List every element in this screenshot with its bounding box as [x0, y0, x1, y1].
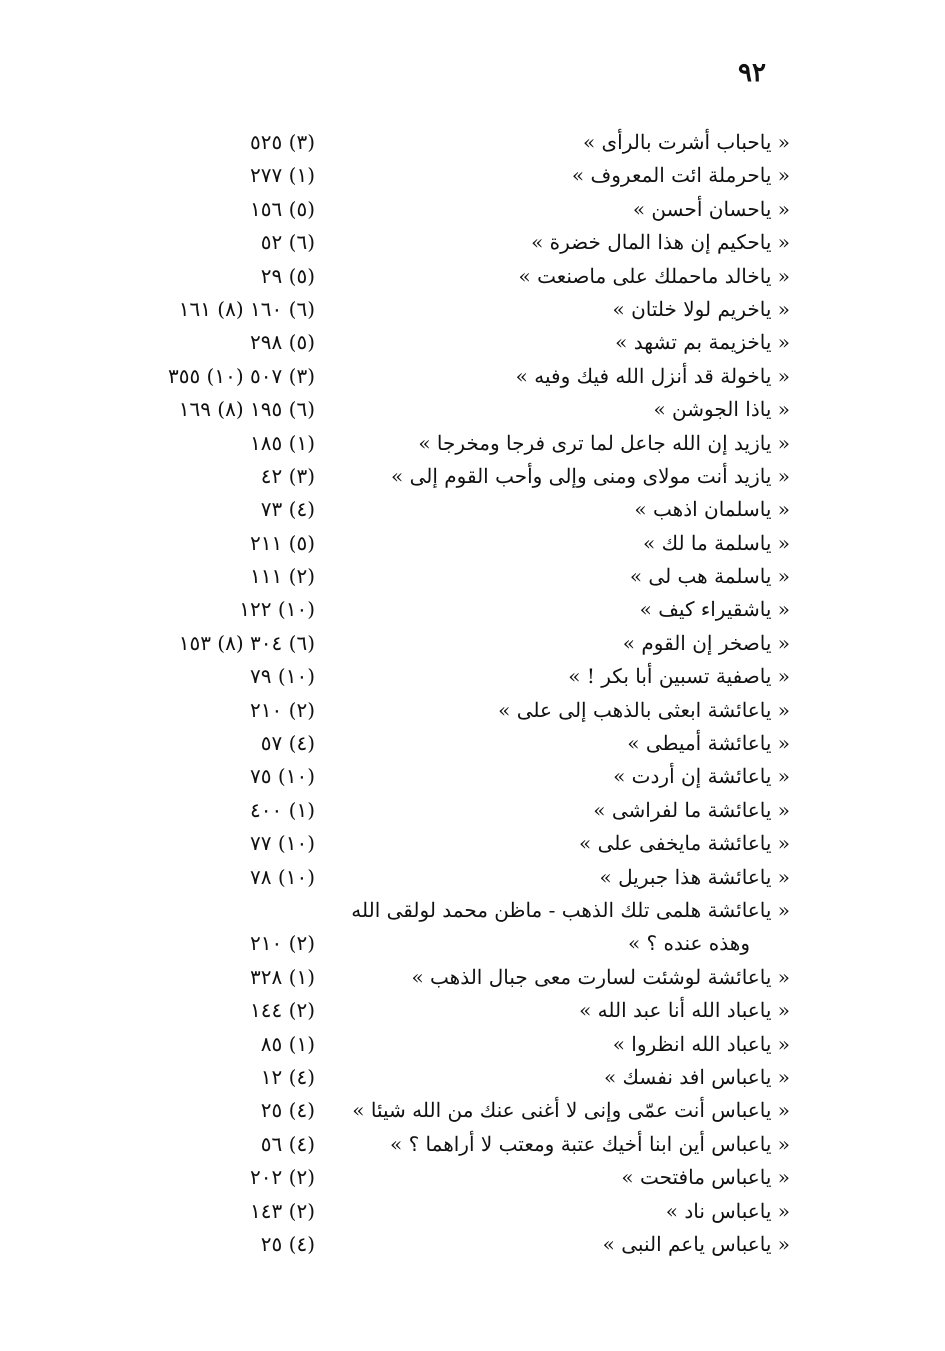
index-entry — [100, 794, 790, 827]
entry-phrase-line: « ياعباس أين ابنا أخيك عتبة ومعتب لا أراهما ؟ » — [389, 1131, 790, 1156]
entry-phrase — [350, 961, 790, 994]
entry-phrase — [350, 293, 790, 326]
index-entry — [100, 727, 790, 760]
entry-phrase — [350, 760, 790, 793]
index-entry — [100, 1195, 790, 1228]
entry-reference: (١) ٨٥ — [260, 1031, 315, 1056]
entry-phrase-line: « ياعائشة هلمى تلك الذهب - ماظن محمد لولقى الله — [351, 897, 790, 922]
entry-reference: (٦) ١٦٠ (٨) ١٦١ — [178, 296, 315, 321]
entry-reference: (٣) ٤٢ — [260, 463, 315, 488]
entry-phrase — [350, 1195, 790, 1228]
entry-reference: (٦) ١٩٥ (٨) ١٦٩ — [178, 397, 315, 422]
index-entry — [100, 593, 790, 626]
entry-phrase — [350, 159, 790, 192]
entry-phrase — [350, 193, 790, 226]
entry-reference: (١٠) ٧٩ — [250, 664, 315, 689]
entry-phrase — [350, 1128, 790, 1161]
entry-phrase — [350, 727, 790, 760]
entry-reference: (٥) ٢٩ — [260, 263, 315, 288]
index-entry — [100, 827, 790, 860]
entry-phrase-line: « ياشقيراء كيف » — [639, 597, 790, 622]
entry-reference: (٥) ١٥٦ — [250, 196, 315, 221]
entry-reference: (٤) ٥٧ — [260, 731, 315, 756]
entry-phrase-line: « ياعباس ياعم النبى » — [602, 1231, 790, 1256]
entry-phrase — [350, 493, 790, 526]
entry-phrase-line: « ياحباب أشرت بالرأى » — [582, 130, 790, 154]
entry-phrase-line: « ياخالد ماحملك على ماصنعت » — [518, 263, 790, 288]
index-entry — [100, 226, 790, 259]
entry-phrase — [350, 360, 790, 393]
entry-phrase — [350, 226, 790, 259]
entry-reference: (٢) ٢١٠ — [250, 697, 315, 722]
entry-phrase-line: « ياعائشة ما لفراشى » — [593, 797, 790, 822]
entry-phrase-line: « ياصفية تسبين أبا بكر ! » — [568, 664, 790, 689]
entry-phrase — [350, 1094, 790, 1127]
entry-reference: (١) ٢٧٧ — [250, 163, 315, 188]
entry-phrase — [350, 427, 790, 460]
entry-phrase — [350, 994, 790, 1027]
index-entry — [100, 460, 790, 493]
entry-phrase — [350, 126, 790, 159]
entry-reference: (١٠) ٧٧ — [250, 831, 315, 856]
page-number: ٩٢ — [738, 58, 766, 88]
entry-phrase-line: « ياعباس مافتحت » — [621, 1165, 790, 1190]
entry-phrase-line: « ياخريم لولا خلتان » — [612, 296, 790, 321]
entry-phrase-line: « ياعائشة مايخفى على » — [578, 831, 790, 856]
index-entry — [100, 694, 790, 727]
entry-phrase — [350, 326, 790, 359]
index-entry — [100, 427, 790, 460]
index-entry — [100, 527, 790, 560]
entry-reference: (٣) ٥٠٧ (١٠) ٣٥٥ — [167, 363, 315, 388]
entry-reference: (٢) ٢٠٢ — [250, 1165, 315, 1190]
index-entry — [100, 393, 790, 426]
index-entry — [100, 1028, 790, 1061]
entry-phrase-line: « ياخولة قد أنزل الله فيك وفيه » — [515, 363, 790, 388]
entry-reference: (٤) ٧٣ — [260, 497, 315, 522]
entry-phrase-line: « ياعباس افد نفسك » — [603, 1064, 790, 1089]
entry-phrase-line: « ياحرملة ائت المعروف » — [571, 163, 790, 188]
index-entry — [100, 861, 790, 894]
index-entry — [100, 360, 790, 393]
entry-phrase — [350, 827, 790, 860]
entry-reference: (٢) ٢١٠ — [250, 931, 315, 956]
entry-phrase — [350, 694, 790, 727]
entry-reference: (٤) ١٢ — [260, 1064, 315, 1089]
index-entry — [100, 293, 790, 326]
index-list — [100, 126, 790, 1261]
entry-reference: (٤) ٥٦ — [260, 1131, 315, 1156]
entry-phrase-line: « ياعباس أنت عمّى وإنى لا أغنى عنك من الله شيئا » — [352, 1098, 790, 1123]
entry-reference: (١) ١٨٥ — [250, 430, 315, 455]
entry-reference: (٥) ٢٩٨ — [250, 330, 315, 355]
entry-phrase-line: « ياصخر إن القوم » — [622, 630, 790, 655]
index-entry — [100, 961, 790, 994]
entry-phrase-line: « ياعائشة هذا جبريل » — [599, 864, 790, 889]
entry-reference: (١٠) ٧٨ — [250, 864, 315, 889]
index-entry — [100, 994, 790, 1027]
entry-reference: (٤) ٢٥ — [260, 1098, 315, 1123]
entry-phrase-line: « ياسلمة هب لى » — [629, 564, 790, 589]
entry-phrase-line: « ياعائشة ابعثى بالذهب إلى على » — [498, 697, 790, 722]
entry-reference: (٤) ٢٥ — [260, 1231, 315, 1256]
entry-phrase — [350, 1028, 790, 1061]
index-entry — [100, 560, 790, 593]
entry-phrase-line: « ياسلمة ما لك » — [643, 530, 790, 555]
index-entry — [100, 159, 790, 192]
entry-phrase — [350, 593, 790, 626]
index-entry — [100, 193, 790, 226]
entry-phrase — [350, 627, 790, 660]
index-entry — [100, 1094, 790, 1127]
entry-phrase — [350, 794, 790, 827]
entry-phrase — [350, 527, 790, 560]
index-entry — [100, 894, 790, 961]
entry-phrase-line: « يازيد إن الله جاعل لما ترى فرجا ومخرجا » — [418, 430, 790, 455]
entry-phrase — [350, 1061, 790, 1094]
entry-reference: (١) ٤٠٠ — [250, 797, 315, 822]
entry-reference: (٢) ١٤٣ — [250, 1198, 315, 1223]
entry-phrase-line: « ياعباد الله أنا عبد الله » — [579, 998, 790, 1023]
entry-phrase-line: « ياعائشة لوشئت لسارت معى جبال الذهب » — [411, 964, 790, 989]
entry-phrase — [350, 260, 790, 293]
entry-phrase — [350, 894, 790, 961]
index-entry — [100, 493, 790, 526]
entry-phrase-line: « يازيد أنت مولاى ومنى وإلى وأحب القوم إلى » — [390, 463, 790, 488]
index-entry — [100, 126, 790, 159]
index-entry — [100, 760, 790, 793]
entry-reference: (١٠) ١٢٢ — [239, 597, 315, 622]
entry-phrase — [350, 1161, 790, 1194]
entry-phrase — [350, 393, 790, 426]
entry-reference: (٢) ١١١ — [250, 564, 315, 589]
entry-reference: (٢) ١٤٤ — [250, 998, 315, 1023]
entry-reference: (٦) ٣٠٤ (٨) ١٥٣ — [178, 630, 315, 655]
entry-phrase — [350, 861, 790, 894]
entry-reference: (٥) ٢١١ — [250, 530, 315, 555]
entry-phrase-line: « ياعائشة أميطى » — [627, 731, 790, 756]
index-entry — [100, 260, 790, 293]
index-entry — [100, 1061, 790, 1094]
entry-reference: (٣) ٥٢٥ — [250, 130, 315, 154]
index-entry — [100, 326, 790, 359]
index-entry — [100, 627, 790, 660]
entry-phrase-continuation: وهذه عنده ؟ » — [627, 931, 750, 956]
entry-reference: (٦) ٥٢ — [260, 230, 315, 255]
entry-phrase — [350, 660, 790, 693]
index-entry — [100, 1228, 790, 1261]
entry-phrase-line: « ياسلمان اذهب » — [634, 497, 790, 522]
entry-phrase-line: « ياحسان أحسن » — [632, 196, 790, 221]
entry-phrase — [350, 460, 790, 493]
index-entry — [100, 1161, 790, 1194]
entry-phrase-line: « ياعباس ناد » — [665, 1198, 790, 1223]
entry-phrase-line: « ياذا الجوشن » — [653, 397, 790, 422]
index-entry — [100, 1128, 790, 1161]
index-entry — [100, 660, 790, 693]
entry-reference: (١) ٣٢٨ — [250, 964, 315, 989]
entry-phrase-line: « ياحكيم إن هذا المال خضرة » — [531, 230, 790, 255]
entry-phrase-line: « ياعائشة إن أردت » — [613, 764, 790, 789]
entry-phrase-line: « ياعباد الله انظروا » — [612, 1031, 790, 1056]
entry-phrase-line: « ياخزيمة بم تشهد » — [615, 330, 790, 355]
entry-phrase — [350, 560, 790, 593]
entry-phrase — [350, 1228, 790, 1261]
entry-reference: (١٠) ٧٥ — [250, 764, 315, 789]
